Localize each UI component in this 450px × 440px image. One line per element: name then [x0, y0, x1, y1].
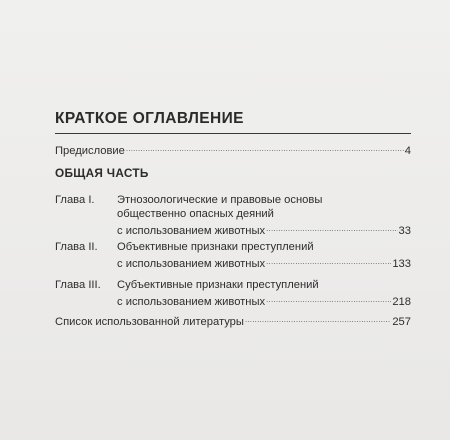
- chapter-title-line: с использованием животных: [117, 296, 266, 308]
- toc-entry-page: 257: [392, 316, 411, 328]
- toc-entry-bibliography[interactable]: [55, 313, 411, 328]
- chapter-title-line[interactable]: Субъективные признаки преступлений: [117, 279, 319, 291]
- chapter-title-line[interactable]: Этнозоологические и правовые основы: [117, 194, 323, 206]
- chapter-title-line: с использованием животных: [117, 258, 266, 270]
- chapter-title-line[interactable]: Объективные признаки преступлений: [117, 241, 314, 253]
- toc-entry-chapter-1[interactable]: [117, 222, 411, 237]
- toc-entry-page: 218: [392, 296, 411, 308]
- toc-entry-title: Список использованной литературы: [55, 316, 244, 328]
- dot-leader: [266, 255, 391, 267]
- dot-leader: [126, 142, 404, 154]
- dot-leader: [266, 222, 397, 234]
- chapter-label: Глава III.: [55, 279, 101, 291]
- chapter-title-line[interactable]: общественно опасных деяний: [117, 208, 274, 220]
- chapter-label: Глава II.: [55, 241, 98, 253]
- toc-entry-page: 4: [404, 145, 411, 157]
- dot-leader: [245, 313, 391, 325]
- dot-leader: [266, 293, 391, 305]
- toc-heading: КРАТКОЕ ОГЛАВЛЕНИЕ: [55, 110, 244, 127]
- chapter-label: Глава I.: [55, 194, 95, 206]
- heading-rule: [55, 133, 411, 134]
- toc-entry-page: 33: [398, 225, 411, 237]
- toc-entry-chapter-2[interactable]: [117, 255, 411, 270]
- toc-entry-page: 133: [392, 258, 411, 270]
- chapter-title-line: с использованием животных: [117, 225, 266, 237]
- toc-entry-title: Предисловие: [55, 145, 125, 157]
- section-title: ОБЩАЯ ЧАСТЬ: [55, 166, 149, 180]
- toc-entry-chapter-3[interactable]: [117, 293, 411, 308]
- toc-entry-preface[interactable]: [55, 142, 411, 157]
